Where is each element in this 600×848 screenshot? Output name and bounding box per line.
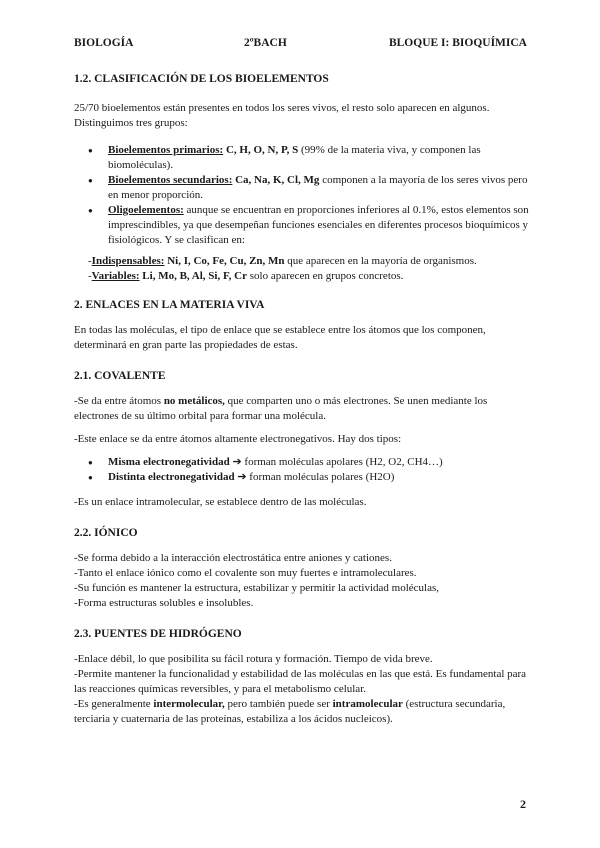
item-text: aunque se encuentran en proporciones inferiores al 0.1%, estos elementos son imprescindibles, ya que desempeñan funciones esenciales en diferentes procesos bioquímicos y fisiológicos. Y se clasifican en: bbox=[108, 204, 529, 246]
page-header bbox=[74, 37, 527, 53]
bold-text: intramolecular bbox=[332, 698, 403, 710]
section-2-intro: En todas las moléculas, el tipo de enlace que se establece entre los átomos que los componen, determinará en gran parte las propiedades de estas. bbox=[74, 324, 486, 351]
covalent-p3: -Es un enlace intramolecular, se establece dentro de las moléculas. bbox=[74, 496, 367, 508]
elements: C, H, O, N, P, S bbox=[223, 144, 299, 156]
section-1-2-title: 1.2. CLASIFICACIÓN DE LOS BIOELEMENTOS bbox=[74, 73, 329, 85]
list-item bbox=[108, 455, 530, 470]
ionic-line: -Forma estructuras solubles e insolubles. bbox=[74, 597, 254, 609]
term: Variables: bbox=[91, 270, 140, 282]
item-text: ➔ forman moléculas apolares (H2, O2, CH4…) bbox=[229, 456, 443, 468]
section-2-title: 2. ENLACES EN LA MATERIA VIVA bbox=[74, 299, 265, 311]
header-course: 2ºBACH bbox=[244, 37, 287, 49]
term: Bioelementos primarios: bbox=[108, 144, 224, 156]
item-text: componen a la mayoría de los seres vivos pero en menor proporción. bbox=[108, 174, 528, 201]
hydrogen-line: -Enlace débil, lo que posibilita su fácil rotura y formación. Tiempo de vida breve. bbox=[74, 653, 433, 665]
oligo-variables: -Variables: Li, Mo, B, Al, Si, F, Cr solo aparecen en grupos concretos. bbox=[88, 270, 404, 282]
term: Bioelementos secundarios: bbox=[108, 174, 233, 186]
item-text: solo aparecen en grupos concretos. bbox=[247, 270, 404, 282]
ionic-line: -Su función es mantener la estructura, estabilizar y permitir la actividad moléculas, bbox=[74, 582, 440, 594]
text: -Se da entre átomos bbox=[74, 395, 164, 407]
text: que comparten uno o más electrones. Se unen mediante los electrones de su último orbital para formar una molécula. bbox=[74, 395, 488, 422]
section-1-2-intro: 25/70 bioelementos están presentes en todos los seres vivos, el resto solo aparecen en algunos. Distinguimos tres grupos: bbox=[74, 102, 490, 129]
page-number: 2 bbox=[520, 797, 526, 811]
bold-text: no metálicos, bbox=[163, 395, 225, 407]
item-text: que aparecen en la mayoría de organismos. bbox=[284, 255, 477, 267]
bold-text: intermolecular, bbox=[153, 698, 225, 710]
text: -Es generalmente bbox=[74, 698, 154, 710]
elements: Ca, Na, K, Cl, Mg bbox=[232, 174, 320, 186]
text: (estructura secundaria, terciaria y cuaternaria de las proteínas, estabiliza a los ácidos nucleicos). bbox=[74, 698, 506, 725]
elements: Ni, I, Co, Fe, Cu, Zn, Mn bbox=[164, 255, 285, 267]
covalent-p2: -Este enlace se da entre átomos altamente electronegativos. Hay dos tipos: bbox=[74, 433, 402, 445]
term: Oligoelementos: bbox=[108, 204, 184, 216]
list-item bbox=[108, 470, 530, 485]
term: Distinta electronegatividad bbox=[108, 471, 235, 483]
ionic-line: -Tanto el enlace iónico como el covalente son muy fuertes e intramoleculares. bbox=[74, 567, 417, 579]
term: Indispensables: bbox=[91, 255, 165, 267]
list-item bbox=[108, 203, 530, 248]
oligo-indispensables: -Indispensables: Ni, I, Co, Fe, Cu, Zn, Mn que aparecen en la mayoría de organismos. bbox=[88, 255, 477, 267]
list-item bbox=[108, 143, 530, 173]
bioelements-list bbox=[74, 143, 530, 248]
term: Misma electronegatividad bbox=[108, 456, 230, 468]
hydrogen-line bbox=[74, 697, 530, 727]
header-subject: BIOLOGÍA bbox=[74, 37, 134, 49]
section-2-2-title: 2.2. IÓNICO bbox=[74, 527, 138, 539]
header-block: BLOQUE I: BIOQUÍMICA bbox=[388, 37, 527, 49]
ionic-line: -Se forma debido a la interacción electrostática entre aniones y cationes. bbox=[74, 552, 392, 564]
covalent-types-list bbox=[74, 455, 530, 485]
item-text: (99% de la materia viva, y componen las biomoléculas). bbox=[108, 144, 481, 171]
item-text: ➔ forman moléculas polares (H2O) bbox=[234, 471, 395, 483]
text: pero también puede ser bbox=[224, 698, 333, 710]
list-item bbox=[108, 173, 530, 203]
covalent-p1 bbox=[74, 394, 530, 424]
section-2-3-title: 2.3. PUENTES DE HIDRÓGENO bbox=[74, 628, 242, 640]
elements: Li, Mo, B, Al, Si, F, Cr bbox=[139, 270, 248, 282]
section-2-1-title: 2.1. COVALENTE bbox=[74, 370, 166, 382]
document-content bbox=[74, 72, 530, 727]
hydrogen-line: -Permite mantener la funcionalidad y estabilidad de las moléculas en las que está. Es fundamental para las reacciones químicas reversibles, y para el metabolismo celular. bbox=[74, 668, 527, 695]
